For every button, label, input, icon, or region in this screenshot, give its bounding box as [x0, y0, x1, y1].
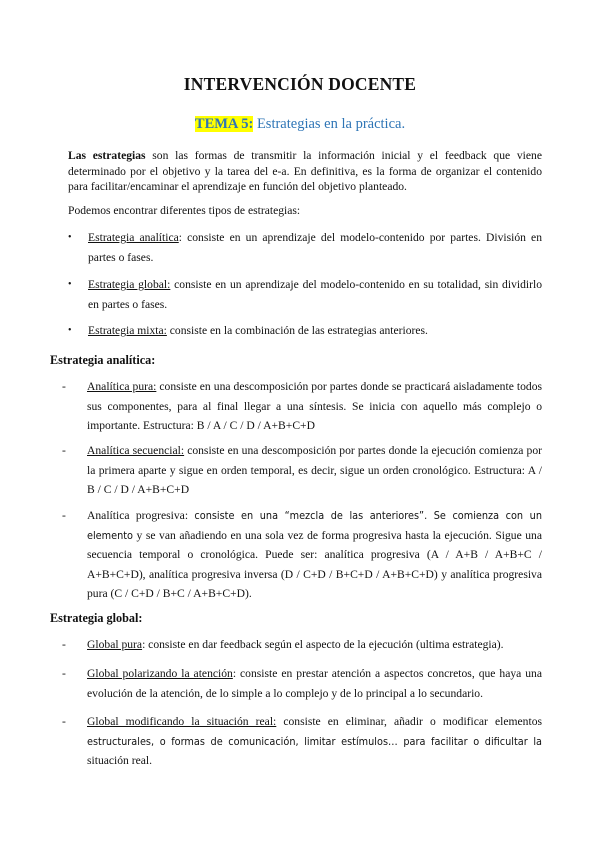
topic-tag: TEMA 5: [194, 116, 254, 132]
item-text: consiste en eliminar, añadir o modificar elementos [276, 715, 542, 728]
topic-name: Estrategias en la práctica. [253, 116, 406, 132]
section-heading-global: Estrategia global: [50, 611, 143, 625]
types-intro: Podemos encontrar diferentes tipos de estrategias: [68, 204, 301, 217]
dash-mark: - [62, 380, 66, 393]
item-text: : consiste en un aprendizaje del modelo-contenido por partes. División en partes o fases. [88, 231, 543, 264]
section-heading-analitica: Estrategia analítica: [50, 353, 156, 367]
bullet-mark: • [68, 325, 72, 336]
item-label: Analítica secuencial: [87, 444, 185, 457]
list-item [68, 228, 542, 268]
dash-mark: - [62, 638, 66, 651]
item-text: consiste en la combinación de las estrategias anteriores. [166, 324, 428, 337]
item-text: consiste en una “mezcla de las anteriores”. Se comienza con un elemento [87, 509, 542, 542]
item-text: consiste en un aprendizaje del modelo-contenido en su totalidad, sin dividirlo en partes o fases. [88, 278, 542, 311]
item-text: y se van añadiendo en una sola vez de forma progresiva hasta la ejecución. Sigue una secuencia temporal o cronológica. Puede ser: analítica progresiva (A / A+B / A+B+C / A+B+C+D), analítica progresiva inversa (D / C+D / B+C+D / A+B+C+D) y analítica progresiva pura (C / C+D / B+C / A+B+C+D). [87, 528, 542, 600]
item-label: Global pura [87, 638, 143, 651]
item-label: Estrategia analítica [88, 231, 179, 244]
item-text: : [184, 509, 195, 522]
item-text: situación real. [87, 754, 153, 767]
item-label: Estrategia mixta: [88, 324, 167, 337]
list-item [68, 321, 542, 341]
list-item [62, 377, 542, 436]
topic-subtitle [0, 116, 600, 133]
item-label: Global modificando la situación real: [87, 715, 277, 728]
item-text: estructurales, o formas de comunicación, limitar estímulos… para facilitar o dificultar la [87, 734, 542, 748]
list-item [62, 664, 542, 703]
dash-mark: - [62, 444, 66, 457]
list-item [62, 712, 542, 771]
bullet-mark: • [68, 232, 72, 243]
item-label: Analítica progresiva [87, 509, 185, 522]
list-item [62, 441, 542, 500]
item-text: : consiste en prestar atención a aspectos concretos, que haya una evolución de la atención, de lo simple a lo complejo y de lo principal a lo secundario. [87, 667, 542, 700]
item-text: consiste en una descomposición por partes donde se practicará aisladamente todos sus componentes, para al final llegar a una síntesis. Se inicia con aquello más complejo o importante. Estructura: B / A / C / D / A+B+C+D [87, 380, 542, 432]
dash-mark: - [62, 667, 66, 680]
item-text: consiste en una descomposición por partes donde la ejecución comienza por la primera aparte y sigue en orden temporal, es decir, sigue un orden cronológico. Estructura: A / B / C / D / A+B+C+D [87, 444, 543, 496]
item-label: Analítica pura: [87, 380, 157, 393]
dash-mark: - [62, 715, 66, 728]
item-label: Estrategia global: [88, 278, 171, 291]
page-title: INTERVENCIÓN DOCENTE [183, 74, 417, 94]
item-label: Global polarizando la atención [87, 667, 233, 680]
bullet-mark: • [68, 279, 72, 290]
list-item [62, 506, 542, 604]
list-item [62, 635, 542, 655]
dash-mark: - [62, 509, 66, 522]
item-text: : consiste en dar feedback según el aspecto de la ejecución (ultima estrategia). [142, 638, 504, 651]
intro-text: son las formas de transmitir la información inicial y el feedback que viene determinado por el objetivo y la tarea del e-a. En definitiva, es la forma de organizar el contenido para facilitar/encaminar el aprendizaje en función del objetivo planteado. [68, 149, 542, 193]
list-item [68, 275, 542, 315]
intro-paragraph [68, 148, 542, 195]
intro-term: Las estrategias [68, 149, 146, 162]
